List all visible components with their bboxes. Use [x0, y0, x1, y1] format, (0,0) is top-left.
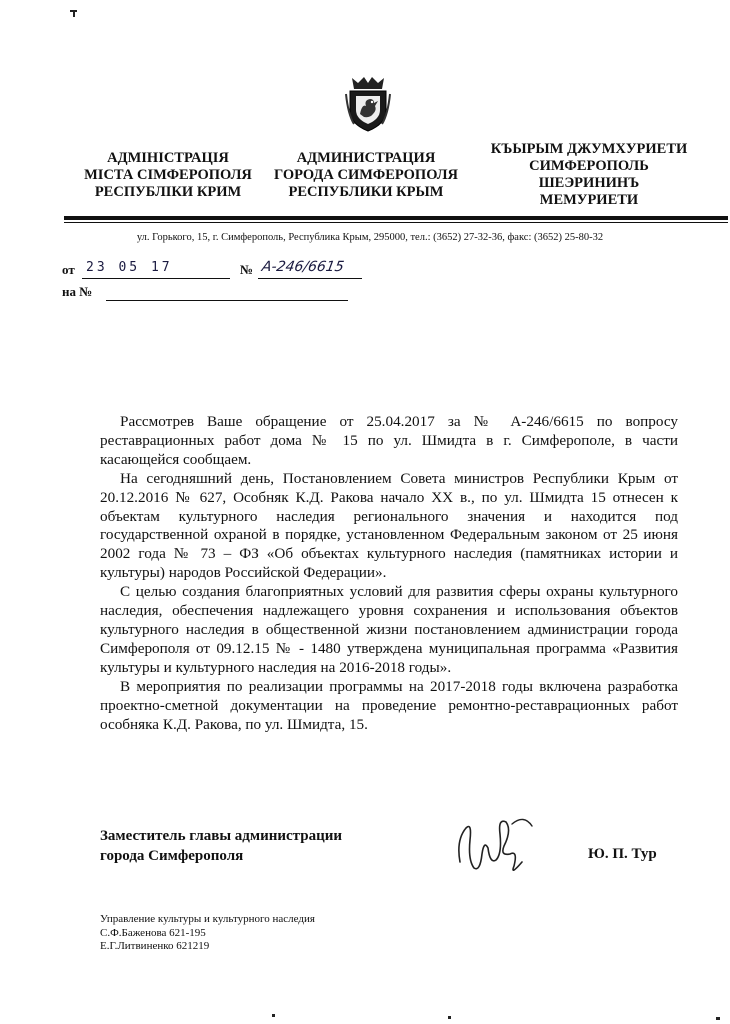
header-crimean-tatar-line: ШЕЭРИНИНЪ	[538, 175, 640, 191]
signatory-title	[100, 826, 342, 866]
handwritten-signature	[452, 810, 562, 880]
executor-department: Управление культуры и культурного наследия	[100, 913, 315, 925]
header-russian-line: ГОРОДА СИМФЕРОПОЛЯ	[273, 167, 459, 183]
letter-body	[100, 413, 678, 734]
signatory-name: Ю. П. Тур	[588, 846, 657, 862]
executor-info	[100, 913, 315, 954]
address-line: ул. Горького, 15, г. Симферополь, Республика Крым, 295000, тел.: (3652) 27-32-36, факс: (3652) 25-80-32	[136, 232, 604, 243]
header-crimean-tatar-line: МЕМУРИЕТИ	[539, 192, 639, 208]
header-ukrainian-line: АДМІНІСТРАЦІЯ	[107, 150, 229, 166]
number-value: А-246/6615	[260, 259, 346, 275]
number-label: №	[240, 262, 254, 277]
header-crimean-tatar	[474, 141, 704, 209]
scan-speck	[272, 1014, 275, 1017]
body-paragraph: С целью создания благоприятных условий для развития сферы охраны культурного наследия, обеспечения надлежащего уровня сохранения и использования объектов культурного наследия в общественной жизни постановлением администрации города Симферополя от 09.12.15 № - 1480 утверждена муниципальная программа «Развития культуры и культурного наследия на 2016-2018 годы».	[100, 583, 678, 676]
date-label: от	[62, 262, 75, 277]
reply-underline	[106, 284, 348, 301]
header-russian	[266, 150, 466, 201]
reply-label: на №	[62, 284, 93, 299]
crimea-coat-of-arms-icon	[344, 74, 392, 134]
header-russian-line: АДМИНИСТРАЦИЯ	[296, 150, 436, 166]
header-crimean-tatar-line: СИМФЕРОПОЛЬ	[529, 158, 649, 174]
executor-contact: С.Ф.Баженова 621-195	[100, 926, 206, 939]
date-value: 23 05 17	[86, 260, 173, 275]
signatory-title-line: города Симферополя	[100, 848, 244, 864]
body-paragraph: На сегодняшний день, Постановлением Совета министров Республики Крым от 20.12.2016 № 627, Особняк К.Д. Ракова начало XX в., по ул. Шмидта 15 отнесен к объектам культурного наследия регионального значения и находится под государственной охраной в порядке, установленном Федеральным законом от 25 июня 2002 года № 73 – ФЗ «Об объектах культурного наследия (памятниках истории и культуры) народов Российской Федерации».	[100, 469, 678, 582]
header-russian-line: РЕСПУБЛИКИ КРЫМ	[288, 184, 444, 200]
header-divider-thick	[64, 216, 728, 220]
body-paragraph: В мероприятия по реализации программы на 2017-2018 годы включена разработка проектно-сметной документации на проведение ремонтно-реставрационных работ особняка К.Д. Ракова, по ул. Шмидта, 15.	[100, 677, 678, 733]
scan-speck	[716, 1017, 720, 1020]
header-ukrainian-line: МІСТА СІМФЕРОПОЛЯ	[84, 167, 252, 183]
header-divider-thin	[64, 222, 728, 223]
scan-speck	[73, 12, 75, 17]
signatory-title-line: Заместитель главы администрации	[100, 828, 343, 844]
body-paragraph: Рассмотрев Ваше обращение от 25.04.2017 за № А-246/6615 по вопросу реставрационных работ дома № 15 по ул. Шмидта в г. Симферополе, в части касающейся сообщаем.	[100, 413, 678, 468]
header-ukrainian	[68, 150, 268, 201]
header-crimean-tatar-line: КЪЫРЫМ ДЖУМХУРИЕТИ	[490, 141, 688, 157]
header-ukrainian-line: РЕСПУБЛІКИ КРИМ	[94, 184, 242, 200]
scan-speck	[448, 1016, 451, 1019]
executor-contact: Е.Г.Литвиненко 621219	[100, 940, 210, 952]
